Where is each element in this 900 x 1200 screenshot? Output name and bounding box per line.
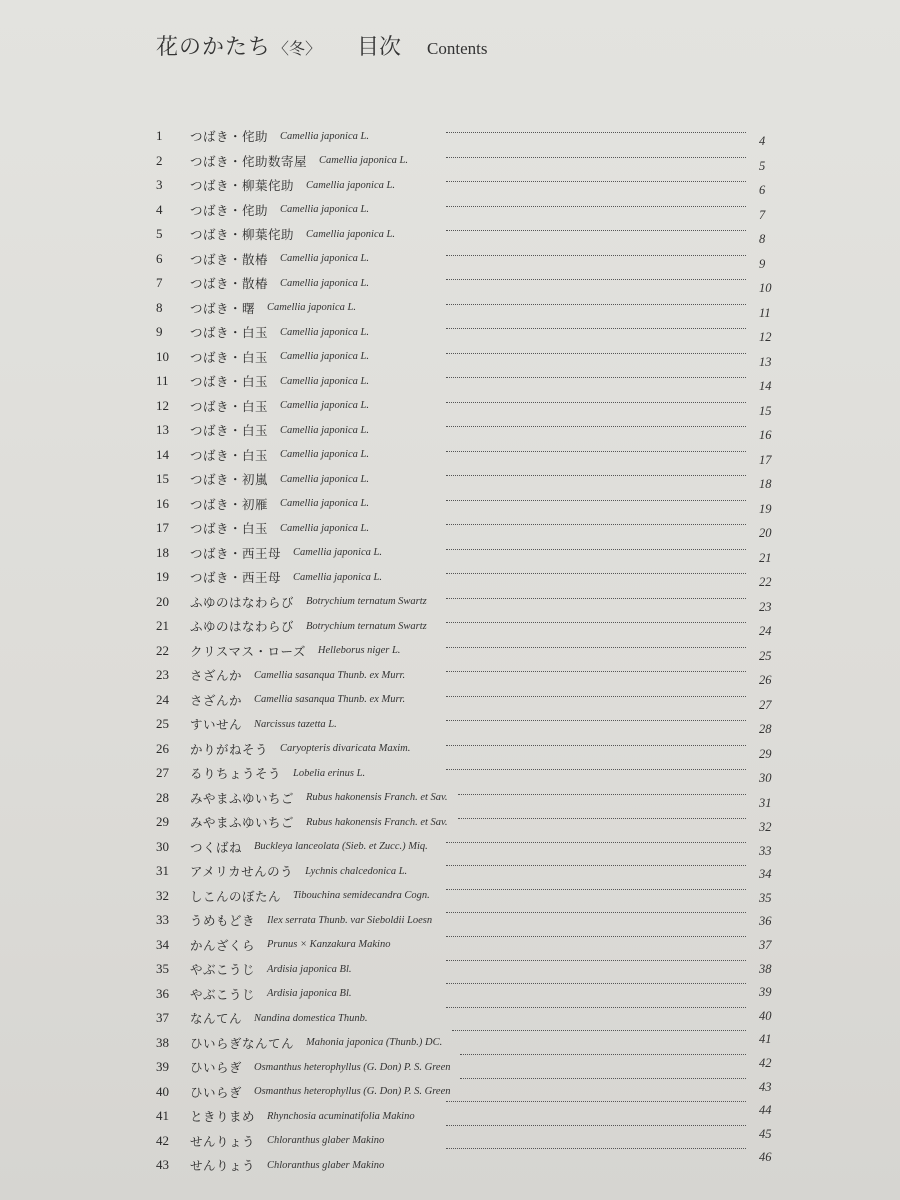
entry-scientific-name: Camellia japonica L. bbox=[319, 155, 408, 166]
entry-scientific-name: Prunus × Kanzakura Makino bbox=[267, 939, 391, 950]
entry-japanese-name: ひいらぎ bbox=[190, 1084, 243, 1100]
entry-japanese-name: ときりまめ bbox=[190, 1109, 256, 1124]
entry-japanese-name: かりがねそう bbox=[190, 741, 269, 757]
entry-japanese-name: つばき・柳葉侘助 bbox=[190, 178, 295, 193]
entry-scientific-name: Botrychium ternatum Swartz bbox=[306, 596, 427, 607]
toc-entry bbox=[156, 173, 395, 197]
entry-japanese-name: つばき・西王母 bbox=[190, 570, 282, 585]
toc-entry bbox=[156, 492, 369, 516]
entry-japanese-name: ひいらぎ bbox=[190, 1060, 243, 1075]
entry-scientific-name: Rubus hakonensis Franch. et Sav. bbox=[306, 792, 448, 803]
entry-scientific-name: Osmanthus heterophyllus (G. Don) P. S. Green bbox=[254, 1061, 451, 1073]
entry-scientific-name: Camellia japonica L. bbox=[293, 571, 382, 583]
entry-scientific-name: Camellia sasanqua Thunb. ex Murr. bbox=[254, 694, 406, 705]
dot-leader bbox=[446, 549, 746, 550]
entry-page-number: 5 bbox=[759, 158, 766, 173]
entry-japanese-name: つくばね bbox=[190, 839, 243, 855]
entry-page-number: 24 bbox=[759, 624, 772, 638]
entry-japanese-name: つばき・白玉 bbox=[190, 423, 269, 438]
entry-number: 29 bbox=[156, 814, 169, 829]
entry-page-number: 33 bbox=[759, 843, 772, 858]
entry-number: 38 bbox=[156, 1034, 169, 1050]
entry-scientific-name: Camellia japonica L. bbox=[280, 326, 369, 338]
entry-number: 12 bbox=[156, 397, 169, 413]
dot-leader bbox=[446, 983, 746, 984]
dot-leader bbox=[446, 745, 746, 746]
entry-japanese-name: やぶこうじ bbox=[190, 986, 256, 1002]
entry-japanese-name: つばき・白玉 bbox=[190, 521, 269, 536]
entry-page-number: 19 bbox=[759, 501, 772, 516]
dot-leader bbox=[446, 842, 746, 843]
entry-number: 3 bbox=[156, 177, 163, 192]
entry-page-number: 45 bbox=[759, 1126, 772, 1141]
entry-japanese-name: さざんか bbox=[190, 668, 243, 683]
entry-japanese-name: せんりょう bbox=[190, 1158, 256, 1173]
dot-leader bbox=[446, 865, 746, 866]
entry-number: 33 bbox=[156, 912, 169, 927]
toc-entry bbox=[156, 124, 369, 148]
page-header bbox=[156, 30, 488, 61]
entry-page-number: 14 bbox=[759, 379, 772, 393]
dot-leader bbox=[446, 696, 746, 697]
entry-page-number: 36 bbox=[759, 914, 772, 929]
toc-entry bbox=[156, 786, 448, 810]
entry-scientific-name: Helleborus niger L. bbox=[317, 645, 401, 656]
dot-leader bbox=[446, 960, 746, 961]
entry-page-number: 39 bbox=[759, 985, 772, 1000]
dot-leader bbox=[446, 353, 746, 354]
entry-scientific-name: Nandina domestica Thunb. bbox=[254, 1012, 368, 1024]
toc-entry bbox=[156, 394, 369, 418]
entry-number: 40 bbox=[156, 1083, 169, 1099]
toc-entry bbox=[156, 663, 405, 687]
entry-number: 36 bbox=[156, 985, 169, 1001]
entry-number: 11 bbox=[156, 373, 169, 388]
entry-japanese-name: クリスマス・ローズ bbox=[190, 643, 306, 659]
entry-number: 7 bbox=[156, 275, 163, 290]
entry-scientific-name: Camellia japonica L. bbox=[280, 449, 369, 460]
toc-entry bbox=[156, 1006, 367, 1030]
entry-scientific-name: Lychnis chalcedonica L. bbox=[305, 865, 408, 877]
entry-japanese-name: アメリカせんのう bbox=[190, 864, 294, 879]
entry-japanese-name: つばき・侘助 bbox=[190, 129, 269, 144]
entry-japanese-name: かんざくら bbox=[190, 937, 256, 953]
entry-number: 13 bbox=[156, 422, 169, 437]
entry-japanese-name: つばき・西王母 bbox=[190, 545, 282, 561]
entry-scientific-name: Camellia japonica L. bbox=[280, 253, 369, 264]
entry-scientific-name: Camellia japonica L. bbox=[280, 204, 369, 215]
toc-entry bbox=[156, 737, 410, 761]
entry-number: 9 bbox=[156, 324, 163, 339]
entry-scientific-name: Camellia japonica L. bbox=[280, 130, 369, 142]
toc-entry bbox=[156, 859, 407, 883]
entry-japanese-name: つばき・白玉 bbox=[190, 374, 269, 389]
toc-entry bbox=[156, 712, 337, 736]
entry-number: 2 bbox=[156, 152, 163, 168]
entry-number: 20 bbox=[156, 593, 169, 609]
entry-scientific-name: Buckleya lanceolata (Sieb. et Zucc.) Miq. bbox=[254, 841, 428, 852]
toc-entry bbox=[156, 835, 428, 859]
entry-number: 10 bbox=[156, 348, 169, 364]
entry-japanese-name: るりちょうそう bbox=[190, 766, 282, 781]
entry-page-number: 15 bbox=[759, 403, 772, 418]
entry-number: 35 bbox=[156, 961, 169, 976]
toc-entry bbox=[156, 198, 369, 222]
entry-scientific-name: Ardisia japonica Bl. bbox=[267, 963, 352, 975]
entry-scientific-name: Camellia sasanqua Thunb. ex Murr. bbox=[254, 669, 406, 681]
dot-leader bbox=[452, 1030, 746, 1031]
toc-heading: 目次 bbox=[357, 35, 402, 60]
entry-page-number: 6 bbox=[759, 183, 766, 197]
entry-number: 5 bbox=[156, 226, 163, 241]
toc-entry bbox=[156, 320, 369, 344]
entry-japanese-name: つばき・白玉 bbox=[190, 398, 269, 414]
entry-number: 37 bbox=[156, 1010, 169, 1025]
entry-number: 31 bbox=[156, 863, 169, 878]
entry-number: 14 bbox=[156, 446, 169, 462]
entry-scientific-name: Ilex serrata Thunb. var Sieboldii Loesn bbox=[267, 914, 433, 926]
toc-entry bbox=[156, 149, 408, 173]
entry-page-number: 7 bbox=[759, 207, 766, 222]
dot-leader bbox=[446, 279, 746, 280]
entry-page-number: 32 bbox=[759, 820, 772, 834]
entry-page-number: 20 bbox=[759, 526, 772, 540]
entry-page-number: 44 bbox=[759, 1103, 772, 1118]
toc-entry bbox=[156, 761, 365, 785]
toc-entry bbox=[156, 957, 352, 981]
entry-japanese-name: つばき・侘助数寄屋 bbox=[190, 153, 308, 169]
entry-page-number: 41 bbox=[759, 1032, 772, 1047]
entry-number: 6 bbox=[156, 250, 163, 266]
entry-page-number: 26 bbox=[759, 673, 772, 687]
entry-number: 1 bbox=[156, 128, 163, 143]
dot-leader bbox=[446, 475, 746, 476]
dot-leader bbox=[446, 181, 746, 182]
entry-japanese-name: さざんか bbox=[190, 692, 243, 708]
entry-scientific-name: Caryopteris divaricata Maxim. bbox=[280, 743, 411, 754]
entry-scientific-name: Camellia japonica L. bbox=[280, 277, 369, 289]
dot-leader bbox=[458, 794, 746, 795]
contents-heading: Contents bbox=[427, 39, 488, 58]
entry-japanese-name: しこんのぼたん bbox=[190, 888, 282, 904]
entry-number: 26 bbox=[156, 740, 169, 756]
toc-entry bbox=[156, 345, 369, 369]
entry-number: 25 bbox=[156, 716, 169, 731]
dot-leader bbox=[458, 818, 746, 819]
dot-leader bbox=[446, 157, 746, 158]
entry-page-number: 21 bbox=[759, 550, 772, 565]
entry-scientific-name: Camellia japonica L. bbox=[280, 498, 369, 509]
toc-entry bbox=[156, 222, 395, 246]
toc-entry bbox=[156, 247, 369, 271]
toc-entry bbox=[156, 908, 432, 932]
entry-page-number: 30 bbox=[759, 771, 772, 785]
entry-japanese-name: つばき・白玉 bbox=[190, 349, 269, 365]
toc-entry bbox=[156, 1153, 384, 1177]
entry-scientific-name: Camellia japonica L. bbox=[267, 302, 356, 313]
entry-scientific-name: Ardisia japonica Bl. bbox=[267, 988, 352, 999]
dot-leader bbox=[446, 206, 746, 207]
dot-leader bbox=[446, 500, 746, 501]
dot-leader bbox=[446, 402, 746, 403]
toc-entry bbox=[156, 369, 369, 393]
entry-scientific-name: Chloranthus glaber Makino bbox=[267, 1135, 385, 1146]
entry-page-number: 28 bbox=[759, 722, 772, 736]
toc-entry bbox=[156, 614, 427, 638]
toc-entry bbox=[156, 1055, 450, 1079]
season-label: 〈冬〉 bbox=[273, 39, 322, 58]
entry-page-number: 42 bbox=[759, 1056, 772, 1070]
entry-scientific-name: Lobelia erinus L. bbox=[293, 767, 366, 779]
entry-number: 4 bbox=[156, 201, 163, 217]
entry-number: 18 bbox=[156, 544, 169, 560]
entry-japanese-name: ふゆのはなわらび bbox=[190, 594, 295, 610]
entry-page-number: 18 bbox=[759, 477, 772, 491]
toc-entry bbox=[156, 271, 369, 295]
dot-leader bbox=[446, 255, 746, 256]
entry-number: 39 bbox=[156, 1059, 169, 1074]
entry-scientific-name: Chloranthus glaber Makino bbox=[267, 1159, 385, 1171]
dot-leader bbox=[446, 598, 746, 599]
entry-japanese-name: つばき・柳葉侘助 bbox=[190, 227, 295, 242]
entry-page-number: 38 bbox=[759, 961, 772, 976]
dot-leader bbox=[446, 451, 746, 452]
book-title: 花のかたち bbox=[156, 35, 272, 60]
entry-scientific-name: Mahonia japonica (Thunb.) DC. bbox=[306, 1037, 443, 1048]
toc-entry bbox=[156, 590, 427, 614]
entry-scientific-name: Tibouchina semidecandra Cogn. bbox=[293, 890, 430, 901]
toc-entry bbox=[156, 516, 369, 540]
dot-leader bbox=[446, 671, 746, 672]
entry-japanese-name: つばき・初嵐 bbox=[190, 472, 269, 487]
entry-japanese-name: つばき・曙 bbox=[190, 300, 256, 316]
entry-number: 23 bbox=[156, 667, 169, 682]
entry-scientific-name: Botrychium ternatum Swartz bbox=[306, 620, 427, 632]
entry-page-number: 46 bbox=[759, 1150, 772, 1165]
dot-leader bbox=[446, 769, 746, 770]
dot-leader bbox=[446, 1101, 746, 1102]
entry-japanese-name: みやまふゆいちご bbox=[190, 790, 295, 806]
entry-scientific-name: Camellia japonica L. bbox=[280, 400, 369, 411]
entry-number: 32 bbox=[156, 887, 169, 903]
entry-number: 16 bbox=[156, 495, 169, 511]
entry-scientific-name: Camellia japonica L. bbox=[280, 351, 369, 362]
entry-japanese-name: やぶこうじ bbox=[190, 962, 256, 977]
entry-page-number: 34 bbox=[759, 867, 772, 882]
toc-entry bbox=[156, 418, 369, 442]
toc-entry bbox=[156, 1104, 415, 1128]
entry-scientific-name: Camellia japonica L. bbox=[306, 179, 395, 191]
entry-page-number: 12 bbox=[759, 330, 772, 344]
entry-number: 21 bbox=[156, 618, 169, 633]
entry-page-number: 8 bbox=[759, 232, 766, 246]
dot-leader bbox=[460, 1078, 746, 1079]
entry-japanese-name: ふゆのはなわらび bbox=[190, 619, 295, 634]
dot-leader bbox=[446, 912, 746, 913]
entry-page-number: 10 bbox=[759, 281, 772, 295]
entry-number: 41 bbox=[156, 1108, 169, 1123]
entry-scientific-name: Camellia japonica L. bbox=[293, 547, 382, 558]
entry-page-number: 4 bbox=[759, 134, 766, 148]
toc-entry bbox=[156, 688, 405, 712]
dot-leader bbox=[446, 377, 746, 378]
dot-leader bbox=[446, 304, 746, 305]
entry-page-number: 17 bbox=[759, 452, 772, 467]
entry-page-number: 40 bbox=[759, 1008, 772, 1023]
entry-page-number: 37 bbox=[759, 938, 772, 952]
entry-japanese-name: つばき・白玉 bbox=[190, 447, 269, 463]
entry-japanese-name: つばき・散椿 bbox=[190, 251, 269, 267]
entry-japanese-name: みやまふゆいちご bbox=[190, 815, 295, 830]
entry-scientific-name: Narcissus tazetta L. bbox=[254, 718, 337, 730]
toc-entry bbox=[156, 639, 400, 663]
toc-entry bbox=[156, 1031, 442, 1055]
entry-scientific-name: Camellia japonica L. bbox=[280, 522, 369, 534]
entry-japanese-name: ひいらぎなんてん bbox=[190, 1035, 295, 1051]
entry-japanese-name: うめもどき bbox=[190, 913, 256, 928]
entry-number: 8 bbox=[156, 299, 163, 315]
dot-leader bbox=[446, 720, 746, 721]
dot-leader bbox=[446, 622, 746, 623]
dot-leader bbox=[446, 573, 746, 574]
entry-page-number: 35 bbox=[759, 890, 772, 905]
entry-number: 15 bbox=[156, 471, 169, 486]
entry-number: 43 bbox=[156, 1157, 169, 1172]
entry-page-number: 16 bbox=[759, 428, 772, 442]
entry-page-number: 9 bbox=[759, 256, 766, 271]
dot-leader bbox=[446, 230, 746, 231]
entry-page-number: 11 bbox=[759, 305, 771, 320]
toc-entry bbox=[156, 1080, 450, 1104]
entry-scientific-name: Osmanthus heterophyllus (G. Don) P. S. Green bbox=[254, 1086, 451, 1097]
entry-page-number: 23 bbox=[759, 599, 772, 614]
dot-leader bbox=[446, 936, 746, 937]
entry-number: 34 bbox=[156, 936, 169, 952]
entry-number: 30 bbox=[156, 838, 169, 854]
toc-entry bbox=[156, 810, 448, 834]
toc-entry bbox=[156, 467, 369, 491]
dot-leader bbox=[460, 1054, 746, 1055]
dot-leader bbox=[446, 1125, 746, 1126]
dot-leader bbox=[446, 426, 746, 427]
entry-page-number: 13 bbox=[759, 354, 772, 369]
entry-scientific-name: Camellia japonica L. bbox=[306, 228, 395, 240]
toc-entry bbox=[156, 982, 352, 1006]
entry-scientific-name: Camellia japonica L. bbox=[280, 424, 369, 436]
toc-entry bbox=[156, 443, 369, 467]
entry-japanese-name: つばき・散椿 bbox=[190, 276, 269, 291]
entry-number: 28 bbox=[156, 789, 169, 805]
entry-page-number: 43 bbox=[759, 1079, 772, 1094]
entry-number: 24 bbox=[156, 691, 169, 707]
entry-number: 19 bbox=[156, 569, 169, 584]
entry-scientific-name: Rubus hakonensis Franch. et Sav. bbox=[306, 816, 448, 828]
entry-number: 42 bbox=[156, 1132, 169, 1148]
toc-entry bbox=[156, 933, 390, 957]
toc-entry bbox=[156, 541, 382, 565]
entry-japanese-name: つばき・白玉 bbox=[190, 325, 269, 340]
toc-entry bbox=[156, 565, 382, 589]
dot-leader bbox=[446, 647, 746, 648]
toc-entry bbox=[156, 296, 356, 320]
entry-japanese-name: つばき・初雁 bbox=[190, 496, 269, 512]
entry-japanese-name: つばき・侘助 bbox=[190, 202, 269, 218]
dot-leader bbox=[446, 524, 746, 525]
entry-scientific-name: Rhynchosia acuminatifolia Makino bbox=[267, 1110, 415, 1122]
entry-number: 17 bbox=[156, 520, 169, 535]
entry-page-number: 29 bbox=[759, 746, 772, 761]
entry-page-number: 25 bbox=[759, 648, 772, 663]
toc-entry bbox=[156, 884, 430, 908]
entry-number: 22 bbox=[156, 642, 169, 658]
entry-japanese-name: なんてん bbox=[190, 1011, 243, 1026]
entry-scientific-name: Camellia japonica L. bbox=[280, 375, 369, 387]
entry-japanese-name: すいせん bbox=[190, 717, 243, 732]
dot-leader bbox=[446, 328, 746, 329]
dot-leader bbox=[446, 132, 746, 133]
dot-leader bbox=[446, 889, 746, 890]
entry-page-number: 31 bbox=[759, 795, 772, 810]
dot-leader bbox=[446, 1007, 746, 1008]
entry-number: 27 bbox=[156, 765, 169, 780]
entry-page-number: 27 bbox=[759, 697, 772, 712]
entry-page-number: 22 bbox=[759, 575, 772, 589]
toc-entry bbox=[156, 1129, 384, 1153]
dot-leader bbox=[446, 1148, 746, 1149]
entry-scientific-name: Camellia japonica L. bbox=[280, 473, 369, 485]
entry-japanese-name: せんりょう bbox=[190, 1133, 256, 1149]
